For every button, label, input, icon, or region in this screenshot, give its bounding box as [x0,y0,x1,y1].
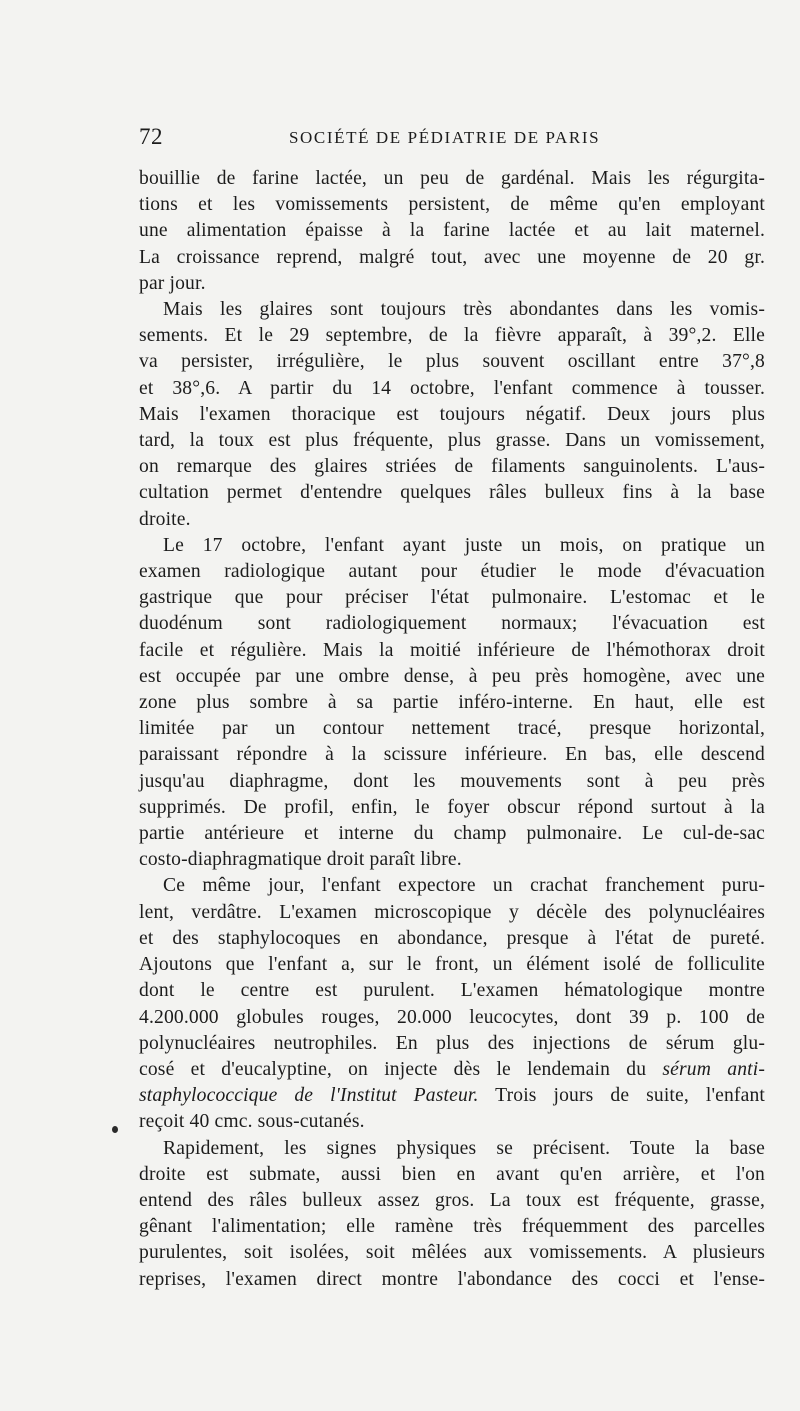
text-line: Mais les glaires sont toujours très abondantes dans les vomis- [163,299,765,321]
text-line: Le 17 octobre, l'enfant ayant juste un mois, on pratique un [163,534,765,556]
text-line: et des staphylocoques en abondance, presque à l'état de pureté. [139,927,765,949]
text-line: tard, la toux est plus fréquente, plus grasse. Dans un vomissement, [139,430,765,452]
text-line: jusqu'au diaphragme, dont les mouvements sont à peu près [139,770,765,792]
page-header [139,124,765,156]
text-line: facile et régulière. Mais la moitié inférieure de l'hémothorax droit [139,639,765,661]
margin-dot-mark [112,1126,118,1133]
paragraph-4 [139,873,765,1135]
text-line: dont le centre est purulent. L'examen hématologique montre [139,980,765,1002]
italic-segment: sérum anti- [662,1058,765,1080]
text-line-with-italic [139,1057,765,1083]
paragraph-5 [139,1136,765,1293]
text-line: polynucléaires neutrophiles. En plus des injections de sérum glu- [139,1032,765,1054]
text-line: limitée par un contour nettement tracé, presque horizontal, [139,718,765,740]
text-line: Ce même jour, l'enfant expectore un crachat franchement puru- [163,875,765,897]
text-line: cultation permet d'entendre quelques râles bulleux fins à la base [139,482,765,504]
text-line: duodénum sont radiologiquement normaux; l'évacuation est [139,613,765,635]
text-line-with-italic [139,1083,765,1109]
text-line: Ajoutons que l'enfant a, sur le front, un élément isolé de folliculite [139,954,765,976]
text-line: Mais l'examen thoracique est toujours négatif. Deux jours plus [139,403,765,425]
text-line: bouillie de farine lactée, un peu de gardénal. Mais les régurgita- [139,168,765,189]
text-line: droite est submate, aussi bien en avant qu'en arrière, et l'on [139,1163,765,1185]
paragraph-2 [139,297,765,533]
text-line: entend des râles bulleux assez gros. La toux est fréquente, grasse, [139,1189,765,1211]
text-line: partie antérieure et interne du champ pulmonaire. Le cul-de-sac [139,823,765,845]
text-segment: Trois jours de suite, l'enfant [478,1085,765,1107]
text-line: zone plus sombre à sa partie inféro-interne. En haut, elle est [139,692,765,714]
text-line: Rapidement, les signes physiques se précisent. Toute la base [163,1137,765,1159]
paragraph-3 [139,533,765,874]
text-line: paraissant répondre à la scissure inférieure. En bas, elle descend [139,744,765,766]
text-line: sements. Et le 29 septembre, de la fièvre apparaît, à 39°,2. Elle [139,325,765,347]
text-line: lent, verdâtre. L'examen microscopique y décèle des polynucléaires [139,901,765,923]
text-line: gênant l'alimentation; elle ramène très fréquemment des parcelles [139,1216,765,1238]
page-number: 72 [139,124,163,149]
text-line: va persister, irrégulière, le plus souvent oscillant entre 37°,8 [139,351,765,373]
text-line: tions et les vomissements persistent, de même qu'en employant [139,194,765,216]
text-line: une alimentation épaisse à la farine lactée et au lait maternel. [139,220,765,242]
text-line: par jour. [139,272,206,294]
text-line: et 38°,6. A partir du 14 octobre, l'enfant commence à tousser. [139,377,765,399]
text-line: reprises, l'examen direct montre l'abondance des cocci et l'ense- [139,1268,765,1290]
text-line: examen radiologique autant pour étudier le mode d'évacuation [139,561,765,583]
text-line: gastrique que pour préciser l'état pulmonaire. L'estomac et le [139,587,765,609]
text-line: supprimés. De profil, enfin, le foyer obscur répond surtout à la [139,796,765,818]
running-title: SOCIÉTÉ DE PÉDIATRIE DE PARIS [289,128,601,147]
italic-segment: staphylococcique de l'Institut Pasteur. [139,1085,479,1107]
text-segment: cosé et d'eucalyptine, on injecte dès le lendemain du [139,1058,663,1080]
text-line: on remarque des glaires striées de filaments sanguinolents. L'aus- [139,456,765,478]
text-line: 4.200.000 globules rouges, 20.000 leucocytes, dont 39 p. 100 de [139,1006,765,1028]
text-line: costo-diaphragmatique droit paraît libre. [139,849,462,871]
text-line: droite. [139,508,191,530]
paragraph-1 [139,166,765,297]
text-line: reçoit 40 cmc. sous-cutanés. [139,1111,365,1133]
text-line: La croissance reprend, malgré tout, avec une moyenne de 20 gr. [139,246,765,268]
text-line: purulentes, soit isolées, soit mêlées aux vomissements. A plusieurs [139,1242,765,1264]
text-line: est occupée par une ombre dense, à peu près homogène, avec une [139,665,765,687]
body-text [139,166,765,1293]
